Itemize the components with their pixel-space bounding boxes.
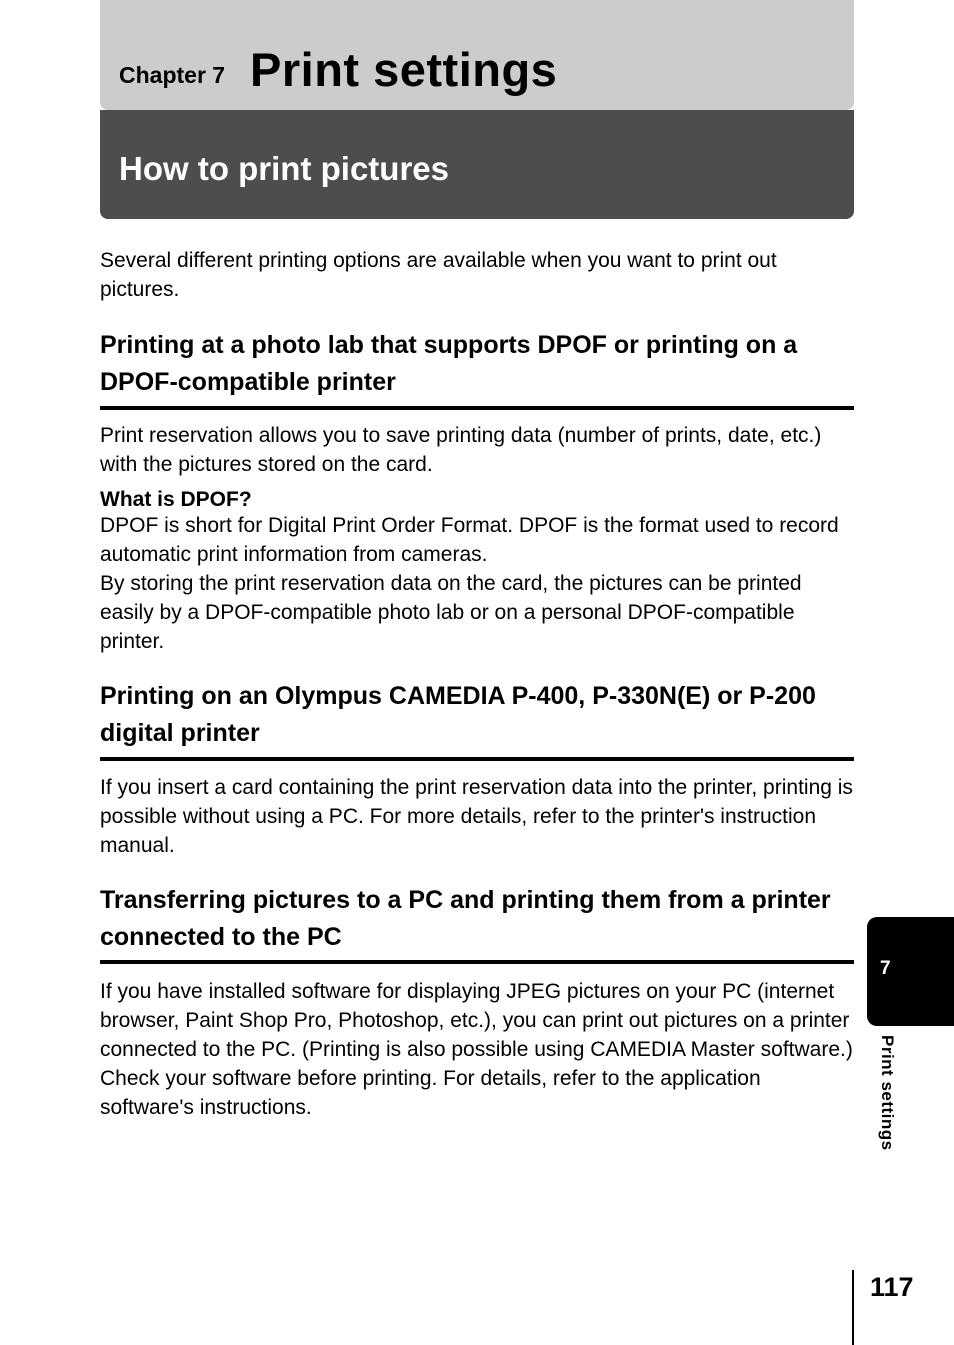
side-tab-number: 7 [880, 958, 891, 979]
section-heading-dpof: Printing at a photo lab that supports DPOF or printing on a DPOF-compatible printer [100, 331, 798, 396]
section-divider [100, 960, 854, 964]
dpof-sub-heading: What is DPOF? [100, 488, 252, 511]
intro-paragraph: Several different printing options are available when you want to print out pictures. [100, 249, 777, 301]
side-tab-label: Print settings [878, 1035, 897, 1151]
page-number-rule [852, 1270, 854, 1345]
section-divider [100, 406, 854, 410]
dpof-storage-paragraph: By storing the print reservation data on the card, the pictures can be printed easily by a DPOF-compatible photo lab or on a personal DPOF-compatible printer. [100, 572, 802, 653]
olympus-printer-paragraph: If you insert a card containing the print reservation data into the printer, printing is possible without using a PC. For more details, refer to the printer's instruction manual. [100, 776, 853, 857]
section-title: How to print pictures [119, 150, 449, 187]
chapter-title: Print settings [250, 43, 558, 96]
dpof-paragraph: Print reservation allows you to save printing data (number of prints, date, etc.) with the pictures stored on the card. [100, 424, 822, 476]
chapter-label: Chapter 7 [119, 62, 226, 88]
section-divider [100, 757, 854, 761]
section-heading-pc-printing: Transferring pictures to a PC and printing them from a printer connected to the PC [100, 886, 831, 951]
page-number: 117 [870, 1272, 914, 1302]
dpof-definition-paragraph: DPOF is short for Digital Print Order Format. DPOF is the format used to record automatic print information from cameras. [100, 514, 839, 566]
pc-printing-paragraph: If you have installed software for displaying JPEG pictures on your PC (internet browser, Paint Shop Pro, Photoshop, etc.), you can print out pictures on a printer connected to the PC. (Printing is also possible using CAMEDIA Master software.) Check your software before printing. For details, refer to the application software's instructions. [100, 980, 853, 1119]
section-heading-olympus-printer: Printing on an Olympus CAMEDIA P-400, P-330N(E) or P-200 digital printer [100, 682, 816, 747]
